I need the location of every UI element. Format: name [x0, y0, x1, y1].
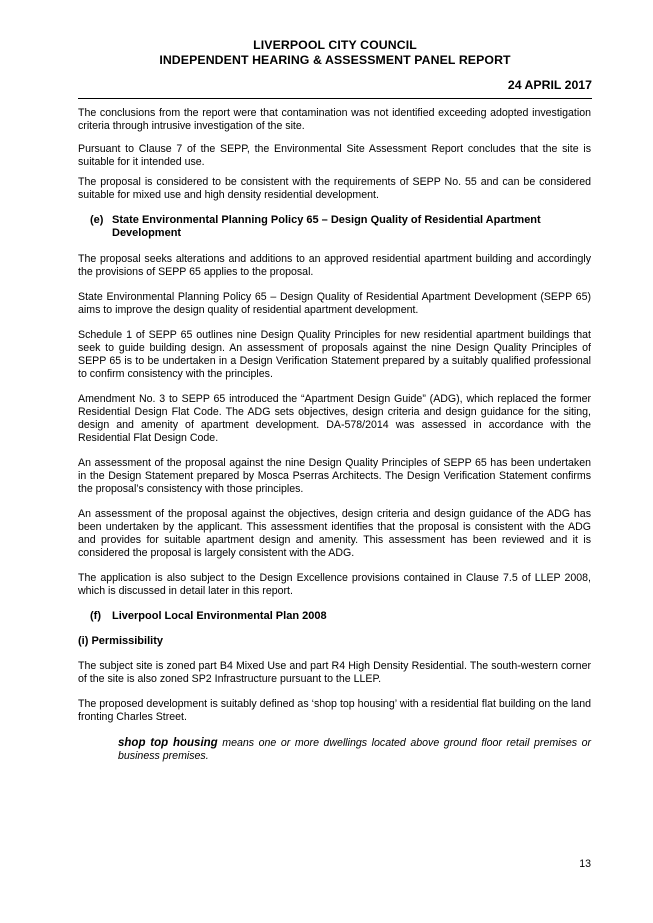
definition-term: shop top housing	[118, 737, 218, 749]
heading-permissibility: (i) Permissibility	[78, 635, 163, 647]
heading-llep2008-number: (f)	[90, 610, 101, 622]
heading-sepp65-number: (e)	[90, 214, 104, 226]
council-name: LIVERPOOL CITY COUNCIL	[253, 38, 417, 52]
paragraph-design-excellence: The application is also subject to the Design Excellence provisions contained in Clause 7.5 of LLEP 2008, which is discussed in detail later in this report.	[78, 572, 591, 597]
paragraph-sepp55: The proposal is considered to be consistent with the requirements of SEPP No. 55 and can be considered suitable for mixed use and high density residential development.	[78, 176, 591, 201]
definition-text: means one or more dwellings located above ground floor retail premises or business premises.	[118, 737, 591, 762]
paragraph-shop-top: The proposed development is suitably defined as ‘shop top housing’ with a residential flat building on the land fronting Charles Street.	[78, 698, 591, 723]
heading-sepp65-text: State Environmental Planning Policy 65 – Design Quality of Residential Apartment Development	[112, 214, 541, 239]
page-number: 13	[579, 858, 591, 870]
definition-shop-top-housing	[118, 737, 591, 763]
paragraph-design-statement: An assessment of the proposal against the nine Design Quality Principles of SEPP 65 has been undertaken in the Design Statement prepared by Mosca Pserras Architects. The Design Verification Statement confirms the proposal’s consistency with those principles.	[78, 457, 591, 495]
header-divider	[78, 98, 592, 99]
paragraph-clause7: Pursuant to Clause 7 of the SEPP, the Environmental Site Assessment Report concludes that the site is suitable for it intended use.	[78, 143, 591, 168]
heading-sepp65	[78, 214, 591, 240]
paragraph-sepp65-aims: State Environmental Planning Policy 65 – Design Quality of Residential Apartment Development (SEPP 65) aims to improve the design quality of residential apartment development.	[78, 291, 591, 316]
paragraph-zoning: The subject site is zoned part B4 Mixed Use and part R4 High Density Residential. The south-western corner of the site is also zoned SP2 Infrastructure pursuant to the LLEP.	[78, 660, 591, 685]
paragraph-contamination: The conclusions from the report were that contamination was not identified exceeding adopted investigation criteria through intrusive investigation of the site.	[78, 107, 591, 132]
report-body	[78, 107, 591, 763]
heading-llep2008-text: Liverpool Local Environmental Plan 2008	[112, 610, 327, 622]
paragraph-alterations: The proposal seeks alterations and additions to an approved residential apartment building and accordingly the provisions of SEPP 65 applies to the proposal.	[78, 253, 591, 278]
paragraph-amendment3: Amendment No. 3 to SEPP 65 introduced the “Apartment Design Guide” (ADG), which replaced the former Residential Design Flat Code. The ADG sets objectives, design criteria and design guidance for the siting, design and amenity of apartment development. DA-578/2014 was assessed in accordance with the Residential Flat Design Code.	[78, 393, 591, 444]
report-header	[78, 38, 592, 68]
paragraph-schedule1: Schedule 1 of SEPP 65 outlines nine Design Quality Principles for new residential apartment buildings that seek to guide building design. An assessment of proposals against the nine Design Quality Principles of SEPP 65 is to be undertaken in a Design Verification Statement prepared by a suitably qualified professional to confirm consistency with the principles.	[78, 329, 591, 380]
paragraph-adg-assessment: An assessment of the proposal against the objectives, design criteria and design guidance of the ADG has been undertaken by the applicant. This assessment identifies that the proposal is consistent with the ADG and provides for suitable apartment design and amenity. This assessment has been reviewed and it is considered the proposal is largely consistent with the ADG.	[78, 508, 591, 559]
report-date: 24 APRIL 2017	[507, 78, 592, 92]
report-title: INDEPENDENT HEARING & ASSESSMENT PANEL REPORT	[159, 53, 511, 67]
heading-llep2008	[78, 610, 591, 623]
